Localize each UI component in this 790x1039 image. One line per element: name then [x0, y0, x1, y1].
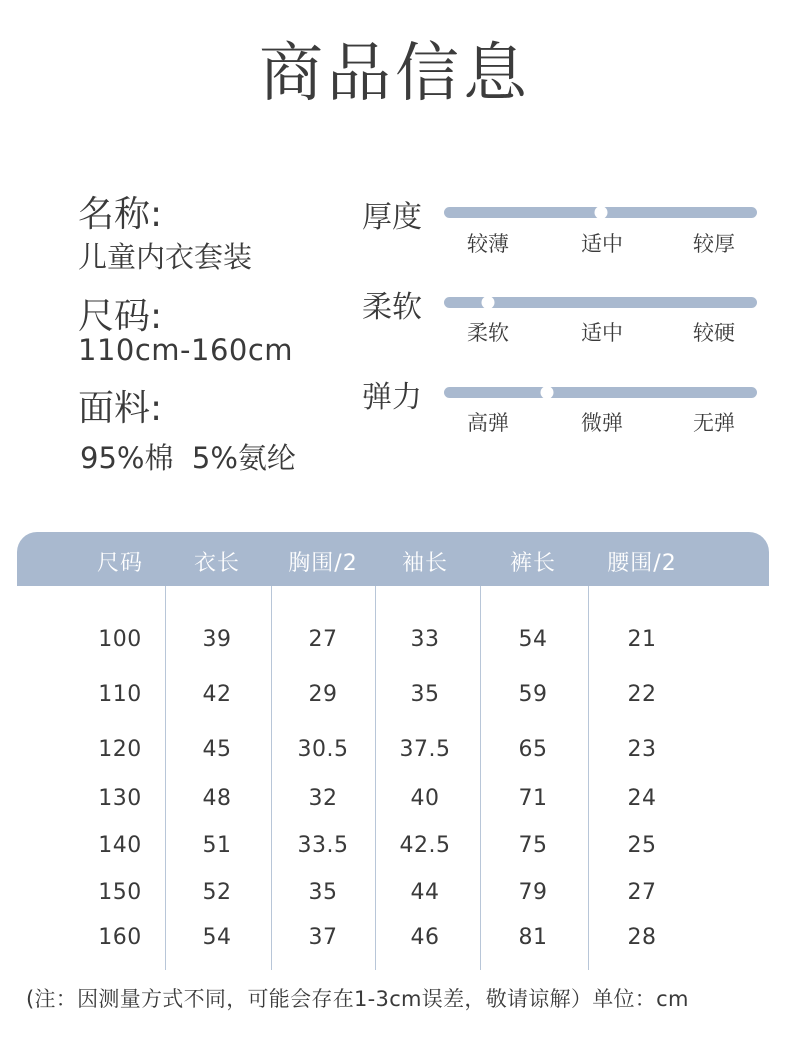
table-cell: 75 [518, 833, 548, 858]
table-cell: 37.5 [399, 737, 451, 762]
table-cell: 37 [308, 925, 338, 950]
attr-tick-label: 微弹 [581, 411, 623, 435]
table-cell: 140 [98, 833, 142, 858]
table-cell: 35 [308, 880, 338, 905]
attr-track [444, 297, 757, 308]
size-label: 尺码: [78, 296, 163, 337]
attr-knob [594, 206, 607, 219]
attr-knob [481, 296, 494, 309]
measurement-note: (注：因测量方式不同，可能会存在1-3cm误差，敬请谅解）单位：cm [26, 987, 689, 1011]
size-value: 110cm-160cm [78, 333, 294, 367]
table-cell: 71 [518, 786, 548, 811]
table-header-cell: 裤长 [509, 551, 556, 576]
table-cell: 42.5 [399, 833, 451, 858]
table-cell: 24 [627, 786, 657, 811]
fabric-value: 95%棉 5%氨纶 [80, 441, 296, 475]
attr-label: 柔软 [362, 290, 422, 325]
attr-label: 厚度 [362, 200, 422, 235]
name-label: 名称: [78, 194, 163, 235]
table-cell: 32 [308, 786, 338, 811]
table-cell: 35 [410, 682, 440, 707]
table-cell: 54 [202, 925, 232, 950]
table-cell: 22 [627, 682, 657, 707]
table-cell: 51 [202, 833, 232, 858]
attr-tick-label: 高弹 [467, 411, 509, 435]
table-cell: 27 [627, 880, 657, 905]
table-cell: 81 [518, 925, 548, 950]
table-cell: 54 [518, 627, 548, 652]
attr-track [444, 387, 757, 398]
table-cell: 160 [98, 925, 142, 950]
table-cell: 29 [308, 682, 338, 707]
table-cell: 45 [202, 737, 232, 762]
attr-knob [541, 386, 554, 399]
table-cell: 30.5 [297, 737, 349, 762]
table-cell: 79 [518, 880, 548, 905]
table-cell: 59 [518, 682, 548, 707]
page-title: 商品信息 [259, 37, 531, 111]
attr-tick-label: 适中 [581, 232, 623, 256]
attr-tick-label: 较厚 [693, 232, 735, 256]
table-cell: 130 [98, 786, 142, 811]
table-header-cell: 衣长 [193, 551, 240, 576]
table-cell: 150 [98, 880, 142, 905]
table-header-cell: 胸围/2 [288, 551, 358, 576]
name-value: 儿童内衣套装 [78, 240, 253, 274]
attr-tick-label: 无弹 [693, 411, 735, 435]
attr-label: 弹力 [362, 380, 422, 415]
table-cell: 44 [410, 880, 440, 905]
table-cell: 46 [410, 925, 440, 950]
attr-track [444, 207, 757, 218]
fabric-label: 面料: [78, 388, 163, 429]
table-cell: 23 [627, 737, 657, 762]
table-cell: 28 [627, 925, 657, 950]
attr-tick-label: 柔软 [467, 321, 509, 345]
table-cell: 65 [518, 737, 548, 762]
table-cell: 100 [98, 627, 142, 652]
attr-tick-label: 较硬 [693, 321, 735, 345]
table-cell: 48 [202, 786, 232, 811]
table-cell: 21 [627, 627, 657, 652]
attr-tick-label: 适中 [581, 321, 623, 345]
table-cell: 40 [410, 786, 440, 811]
table-cell: 33.5 [297, 833, 349, 858]
attr-tick-label: 较薄 [467, 232, 509, 256]
table-header-cell: 腰围/2 [607, 551, 677, 576]
table-cell: 25 [627, 833, 657, 858]
table-cell: 120 [98, 737, 142, 762]
table-cell: 42 [202, 682, 232, 707]
table-cell: 39 [202, 627, 232, 652]
table-cell: 27 [308, 627, 338, 652]
table-cell: 110 [98, 682, 142, 707]
table-cell: 52 [202, 880, 232, 905]
size-table-header [17, 532, 769, 586]
table-cell: 33 [410, 627, 440, 652]
table-header-cell: 袖长 [401, 551, 448, 576]
table-header-cell: 尺码 [96, 551, 143, 576]
